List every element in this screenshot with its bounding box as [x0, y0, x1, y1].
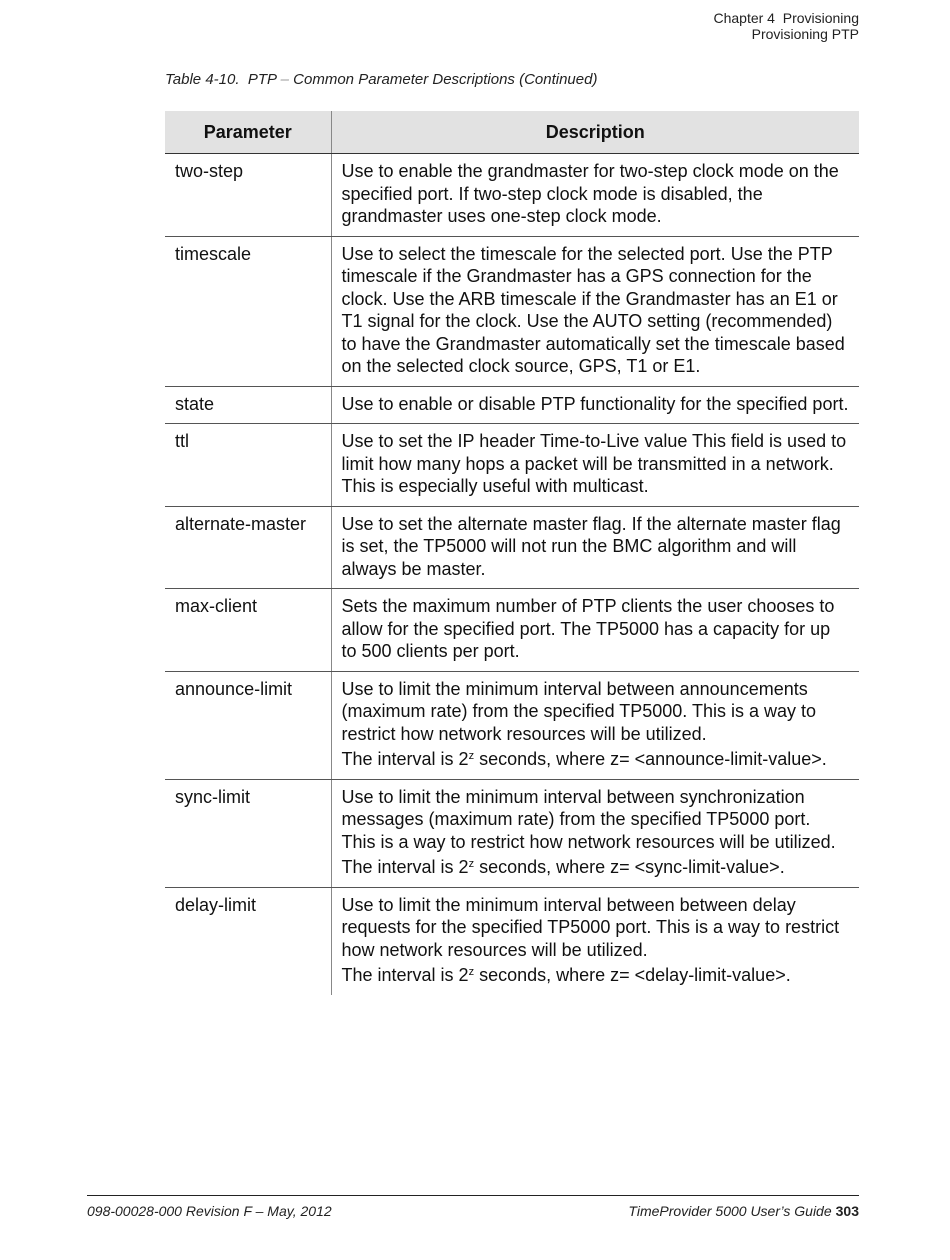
interval-prefix: The interval is 2 [341, 965, 469, 985]
parameter-name: ttl [165, 424, 331, 507]
table-row [165, 506, 859, 589]
parameter-description: Use to enable or disable PTP functionality for the specified port. [331, 386, 859, 424]
parameter-name: sync-limit [165, 779, 331, 887]
table-caption [165, 71, 597, 88]
parameter-name: two-step [165, 154, 331, 237]
table-header-row [165, 111, 859, 154]
parameter-name: timescale [165, 236, 331, 386]
table-row [165, 887, 859, 995]
interval-note [342, 856, 850, 879]
parameter-description: Sets the maximum number of PTP clients the user chooses to allow for the specified port. The TP5000 has a capacity for up to 500 clients per port. [331, 589, 859, 672]
interval-exponent: z [468, 966, 475, 978]
interval-suffix: seconds, where z= <delay-limit-value>. [474, 965, 791, 985]
table-row [165, 386, 859, 424]
parameter-description: Use to set the alternate master flag. If the alternate master flag is set, the TP5000 will not run the BMC algorithm and will always be master. [331, 506, 859, 589]
parameter-name: state [165, 386, 331, 424]
caption-title-ptp: PTP [247, 71, 277, 88]
parameter-description-cell [331, 887, 859, 995]
section-title: Provisioning PTP [751, 26, 859, 42]
interval-suffix: seconds, where z= <announce-limit-value>. [474, 749, 827, 769]
interval-exponent: z [468, 858, 475, 870]
column-header-parameter: Parameter [165, 111, 331, 154]
table-row [165, 589, 859, 672]
parameter-description: Use to limit the minimum interval between synchronization messages (maximum rate) from the specified TP5000 port. This is a way to restrict how network resources will be utilized. [341, 786, 836, 852]
page-number: 303 [835, 1203, 859, 1219]
parameter-description: Use to limit the minimum interval between between delay requests for the specified TP5000 port. This is a way to restrict how network resources will be utilized. [341, 894, 840, 960]
interval-prefix: The interval is 2 [341, 857, 469, 877]
table-row [165, 779, 859, 887]
table-row [165, 424, 859, 507]
interval-exponent: z [468, 750, 475, 762]
interval-note [342, 748, 850, 771]
parameter-description-cell [331, 779, 859, 887]
caption-title-rest: Common Parameter Descriptions (Continued) [293, 71, 598, 88]
interval-prefix: The interval is 2 [341, 749, 469, 769]
table-row [165, 236, 859, 386]
caption-number: Table 4-10. [165, 71, 240, 88]
column-header-description: Description [331, 111, 859, 154]
caption-dash: – [280, 71, 289, 88]
parameter-name: alternate-master [165, 506, 331, 589]
footer-guide [628, 1203, 859, 1219]
parameter-description: Use to limit the minimum interval between announcements (maximum rate) from the specified TP5000. This is a way to restrict how network resources will be utilized. [341, 678, 817, 744]
footer-doc-id: 098-00028-000 Revision F – May, 2012 [87, 1203, 332, 1219]
interval-note [342, 964, 850, 987]
chapter-title: Chapter 4 Provisioning [713, 10, 859, 26]
table-row [165, 154, 859, 237]
parameter-name: max-client [165, 589, 331, 672]
parameter-name: announce-limit [165, 671, 331, 779]
parameter-description: Use to enable the grandmaster for two-step clock mode on the specified port. If two-step clock mode is disabled, the grandmaster uses one-step clock mode. [331, 154, 859, 237]
table-row [165, 671, 859, 779]
parameter-table [165, 111, 859, 995]
footer-guide-title: TimeProvider 5000 User’s Guide [628, 1203, 832, 1219]
interval-suffix: seconds, where z= <sync-limit-value>. [474, 857, 785, 877]
footer-divider [87, 1195, 859, 1196]
parameter-description: Use to set the IP header Time-to-Live value This field is used to limit how many hops a packet will be transmitted in a network. This is especially useful with multicast. [331, 424, 859, 507]
running-header [713, 10, 859, 42]
parameter-description-cell [331, 671, 859, 779]
parameter-description: Use to select the timescale for the selected port. Use the PTP timescale if the Grandmaster has a GPS connection for the clock. Use the ARB timescale if the Grandmaster has an E1 or T1 signal for the clock. Use the AUTO setting (recommended) to have the Grandmaster automatically set the timescale based on the selected clock source, GPS, T1 or E1. [331, 236, 859, 386]
parameter-name: delay-limit [165, 887, 331, 995]
